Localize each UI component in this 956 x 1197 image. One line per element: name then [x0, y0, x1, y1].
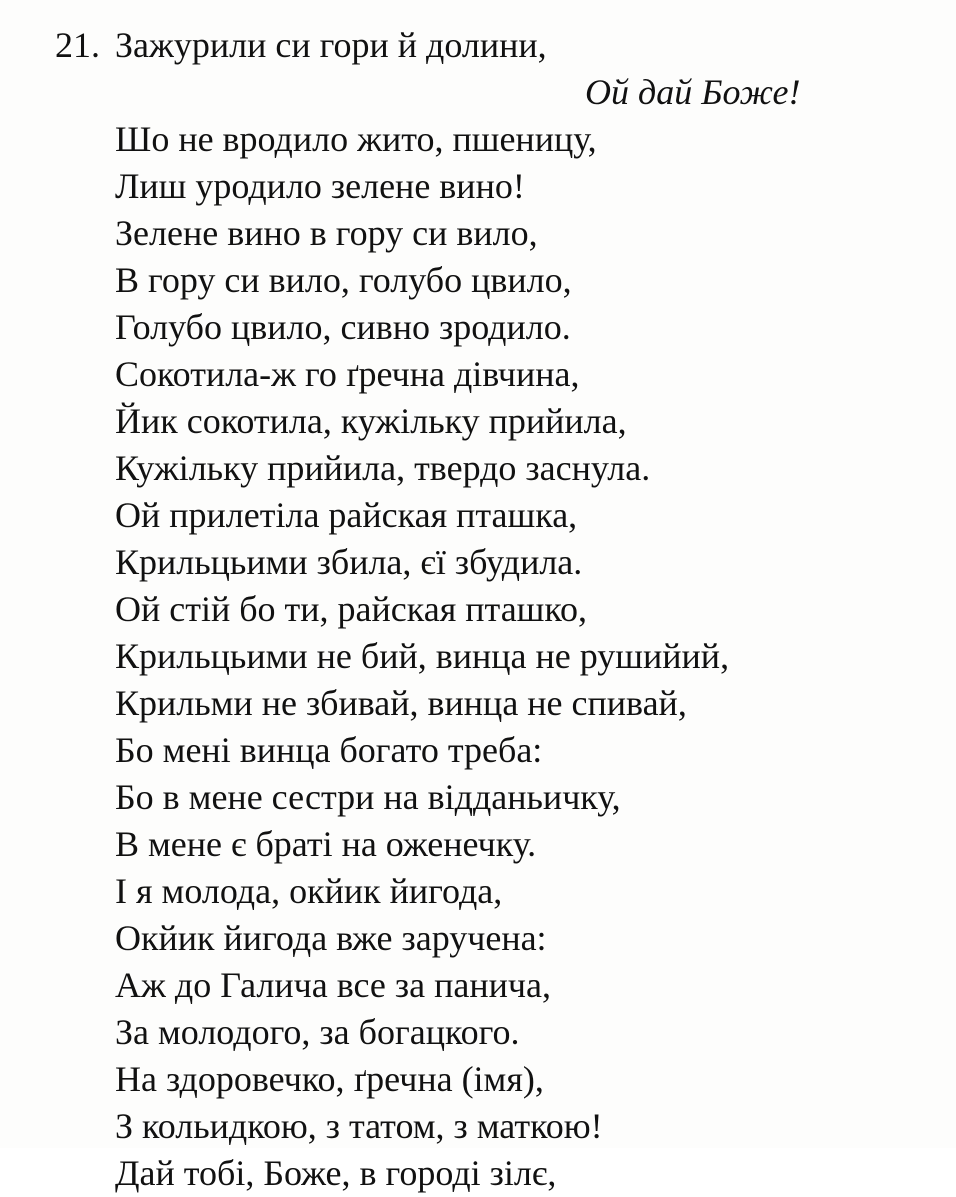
poem-line: Зелене вино в гору си вило,: [115, 213, 538, 253]
poem-line: За молодого, за богацкого.: [115, 1012, 520, 1052]
poem-line: Крильцьими збила, єї збудила.: [115, 542, 583, 582]
poem-line: Лиш уродило зелене вино!: [115, 166, 525, 206]
poem-number: 21.: [55, 25, 100, 65]
poem-line: Шо не вродило жито, пшеницу,: [115, 119, 597, 159]
poem-line: Аж до Галича все за панича,: [115, 965, 551, 1005]
poem-line: Кужільку прийила, твердо заснула.: [115, 448, 651, 488]
poem-line: Голубо цвило, сивно зродило.: [115, 307, 571, 347]
poem-line: Бо мені винца богато треба:: [115, 730, 543, 770]
poem-line: На здоровечко, ґречна (імя),: [115, 1059, 544, 1099]
poem-line: В мене є браті на оженечку.: [115, 824, 537, 864]
poem-line: В гору си вило, голубо цвило,: [115, 260, 572, 300]
poem-first-line: [55, 22, 915, 69]
poem-line: Бо в мене сестри на відданьичку,: [115, 777, 621, 817]
poem-line: Ой стій бо ти, райская пташко,: [115, 589, 588, 629]
poem-line: Дай тобі, Боже, в городі зілє,: [115, 1153, 557, 1193]
poem-line: Сокотила-ж го ґречна дівчина,: [115, 354, 580, 394]
poem-line: Зажурили си гори й долини,: [115, 25, 547, 65]
poem-lines: [55, 116, 915, 1197]
poem-line: Окйик йигода вже заручена:: [115, 918, 547, 958]
poem-line: Крильцьими не бий, винца не рушийий,: [115, 636, 730, 676]
poem-line: І я молода, окйик йигода,: [115, 871, 503, 911]
poem-line: Йик сокотила, кужільку прийила,: [115, 401, 627, 441]
poem-refrain: Ой дай Боже!: [585, 72, 801, 112]
poem-line: Крильми не збивай, винца не спивай,: [115, 683, 687, 723]
poem-line: З кольидкою, з татом, з маткою!: [115, 1106, 603, 1146]
poem-line: Ой прилетіла райская пташка,: [115, 495, 578, 535]
poem: [55, 22, 915, 1197]
